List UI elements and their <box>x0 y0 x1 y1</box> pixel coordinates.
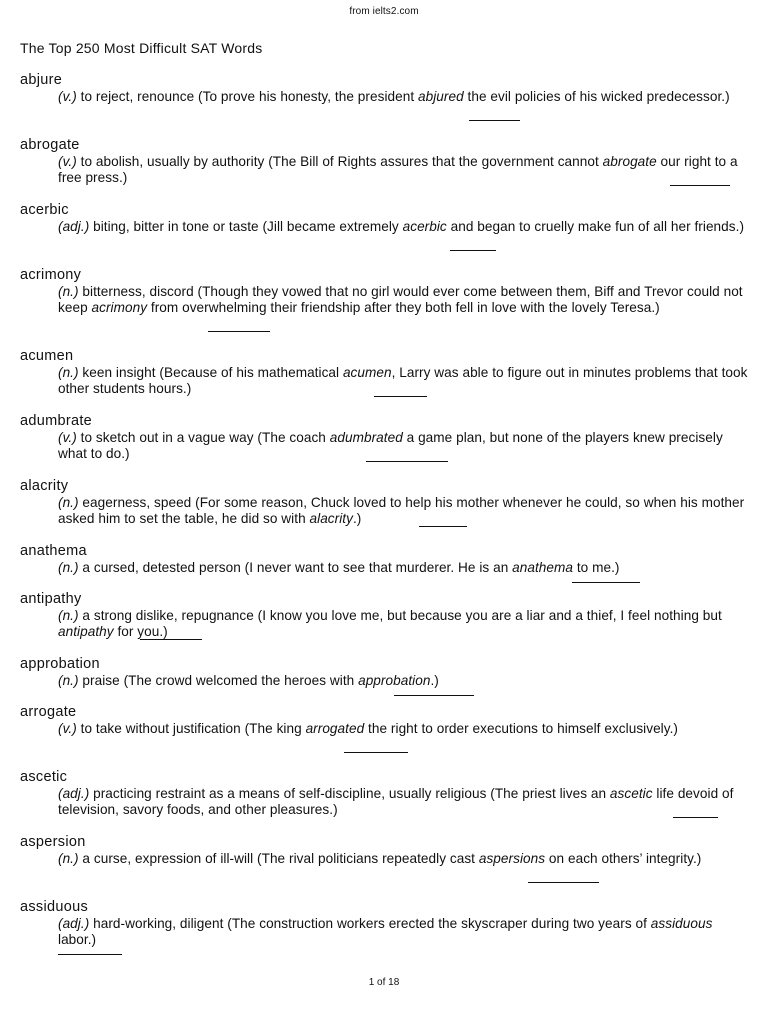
vocabulary-entry <box>20 834 748 899</box>
definition <box>58 673 748 689</box>
vocabulary-entry <box>20 656 748 704</box>
definition-text: bitterness, discord (Though they vowed that no girl would ever come between them, Biff and Trevor could not keep <box>58 284 743 315</box>
example-word: alacrity <box>309 511 353 526</box>
answer-blank[interactable] <box>528 882 599 883</box>
headword: abrogate <box>20 137 80 153</box>
definition-text: life devoid of television, savory foods, and other pleasures.) <box>58 786 734 817</box>
definition <box>58 851 748 867</box>
definition <box>58 495 748 527</box>
definition-text: and began to cruelly make fun of all her friends.) <box>446 219 745 234</box>
example-word: adumbrated <box>329 430 403 445</box>
definition <box>58 560 748 576</box>
definition-text: eagerness, speed (For some reason, Chuck loved to help his mother whenever he could, so when his mother asked him to set the table, he did so with <box>58 495 745 526</box>
answer-blank[interactable] <box>140 639 202 640</box>
example-word: acrimony <box>91 300 148 315</box>
definition <box>58 365 748 397</box>
example-word: assiduous <box>650 916 713 931</box>
example-word: aspersions <box>478 851 546 866</box>
definition-text: our right to a free press.) <box>58 154 738 185</box>
part-of-speech: (v.) <box>58 430 77 445</box>
definition-text: to abolish, usually by authority (The Bill of Rights assures that the government cannot <box>76 154 603 169</box>
definition <box>58 786 748 818</box>
example-word: ascetic <box>609 786 653 801</box>
example-word: abrogate <box>602 154 657 169</box>
definition <box>58 219 748 235</box>
definition-text: labor.) <box>58 932 97 947</box>
part-of-speech: (adj.) <box>58 916 90 931</box>
definition-text: to take without justification (The king <box>76 721 306 736</box>
example-word: approbation <box>358 673 431 688</box>
example-word: antipathy <box>58 624 114 639</box>
vocabulary-entry <box>20 72 748 137</box>
part-of-speech: (v.) <box>58 89 77 104</box>
part-of-speech: (n.) <box>58 608 79 623</box>
definition-text: the right to order executions to himself exclusively.) <box>364 721 678 736</box>
document-title: The Top 250 Most Difficult SAT Words <box>20 40 263 56</box>
definition-text: to sketch out in a vague way (The coach <box>76 430 330 445</box>
page-number: 1 of 18 <box>368 977 400 988</box>
part-of-speech: (n.) <box>58 365 79 380</box>
part-of-speech: (v.) <box>58 154 77 169</box>
definition <box>58 608 748 640</box>
definition <box>58 430 748 462</box>
part-of-speech: (v.) <box>58 721 77 736</box>
part-of-speech: (n.) <box>58 495 79 510</box>
vocabulary-entry <box>20 591 748 656</box>
headword: assiduous <box>20 899 88 915</box>
definition-text: hard-working, diligent (The construction workers erected the skyscraper during two years of <box>89 916 651 931</box>
definition <box>58 721 748 737</box>
headword: antipathy <box>20 591 82 607</box>
definition-text: a curse, expression of ill-will (The rival politicians repeatedly cast <box>78 851 479 866</box>
headword: acumen <box>20 348 74 364</box>
answer-blank[interactable] <box>469 120 520 121</box>
vocabulary-entry <box>20 543 748 591</box>
headword: acerbic <box>20 202 69 218</box>
headword: anathema <box>20 543 87 559</box>
headword: aspersion <box>20 834 86 850</box>
definition-text: from overwhelming their friendship after they both fell in love with the lovely Teresa.) <box>147 300 660 315</box>
answer-blank[interactable] <box>58 954 122 955</box>
vocabulary-entry <box>20 413 748 478</box>
example-word: anathema <box>512 560 574 575</box>
example-word: arrogated <box>305 721 365 736</box>
answer-blank[interactable] <box>673 817 718 818</box>
vocabulary-entry <box>20 137 748 202</box>
part-of-speech: (n.) <box>58 560 79 575</box>
vocabulary-entry <box>20 202 748 267</box>
part-of-speech: (n.) <box>58 673 79 688</box>
definition-text: for you.) <box>113 624 168 639</box>
definition <box>58 154 748 186</box>
answer-blank[interactable] <box>344 752 408 753</box>
answer-blank[interactable] <box>394 695 474 696</box>
headword: alacrity <box>20 478 69 494</box>
answer-blank[interactable] <box>419 526 467 527</box>
definition-text: practicing restraint as a means of self-discipline, usually religious (The priest lives an <box>89 786 610 801</box>
vocabulary-entry <box>20 348 748 413</box>
vocabulary-entry <box>20 478 748 543</box>
part-of-speech: (adj.) <box>58 219 90 234</box>
definition <box>58 89 748 105</box>
headword: arrogate <box>20 704 77 720</box>
example-word: acumen <box>342 365 392 380</box>
answer-blank[interactable] <box>572 582 640 583</box>
answer-blank[interactable] <box>208 331 270 332</box>
definition-text: .) <box>430 673 439 688</box>
part-of-speech: (adj.) <box>58 786 90 801</box>
answer-blank[interactable] <box>450 250 496 251</box>
headword: ascetic <box>20 769 68 785</box>
source-header: from ielts2.com <box>349 6 419 17</box>
definition-text: to me.) <box>573 560 620 575</box>
vocabulary-entry <box>20 704 748 769</box>
definition <box>58 916 748 948</box>
vocabulary-entry <box>20 899 748 964</box>
definition-text: praise (The crowd welcomed the heroes with <box>78 673 359 688</box>
headword: acrimony <box>20 267 82 283</box>
definition-text: keen insight (Because of his mathematical <box>78 365 343 380</box>
definition-text: , Larry was able to figure out in minutes problems that took other students hours.) <box>58 365 748 396</box>
definition-text: a strong dislike, repugnance (I know you love me, but because you are a liar and a thief, I feel nothing but <box>78 608 722 623</box>
definition-text: on each others’ integrity.) <box>545 851 702 866</box>
headword: adumbrate <box>20 413 93 429</box>
vocabulary-entry <box>20 769 748 834</box>
answer-blank[interactable] <box>366 461 448 462</box>
definition-text: the evil policies of his wicked predecessor.) <box>463 89 730 104</box>
headword: approbation <box>20 656 100 672</box>
vocabulary-entry <box>20 267 748 348</box>
example-word: abjured <box>418 89 464 104</box>
definition-text: .) <box>352 511 362 526</box>
definition-text: a game plan, but none of the players knew precisely what to do.) <box>58 430 723 461</box>
vocabulary-list <box>20 72 748 964</box>
headword: abjure <box>20 72 63 88</box>
definition-text: a cursed, detested person (I never want to see that murderer. He is an <box>78 560 513 575</box>
definition-text: biting, bitter in tone or taste (Jill became extremely <box>89 219 403 234</box>
definition-text: to reject, renounce (To prove his honesty, the president <box>76 89 418 104</box>
definition <box>58 284 748 316</box>
part-of-speech: (n.) <box>58 851 79 866</box>
example-word: acerbic <box>402 219 447 234</box>
answer-blank[interactable] <box>374 396 427 397</box>
part-of-speech: (n.) <box>58 284 79 299</box>
answer-blank[interactable] <box>670 185 730 186</box>
